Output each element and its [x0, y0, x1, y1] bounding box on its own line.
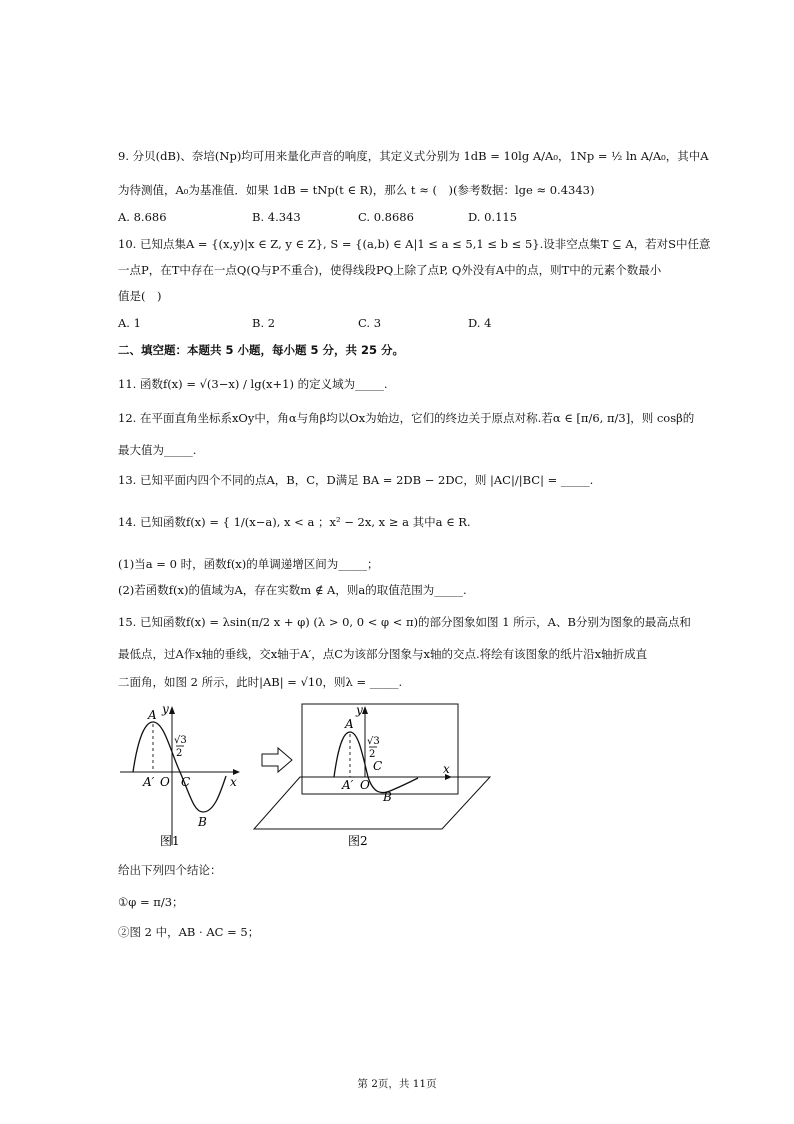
- q10-option-b: B. 2: [252, 316, 276, 330]
- fig2-label-a: A: [345, 717, 354, 731]
- fig2-label-x: x: [443, 762, 450, 776]
- q9-line1: 9. 分贝(dB)、奈培(Np)均可用来量化声音的响度，其定义式分别为 1dB = 10lg A/A₀，1Np = ½ ln A/A₀，其中A: [118, 149, 709, 163]
- fig1-label-root3: √3: [174, 735, 187, 746]
- figure-2: [254, 703, 490, 848]
- transform-arrow-icon: [262, 748, 292, 772]
- fig2-lower-curve: [368, 777, 418, 793]
- page-footer: 第 2页，共 11页: [357, 1078, 437, 1090]
- q10-line3: 值是( ): [118, 289, 162, 303]
- q10-line2: 一点P，在T中存在一点Q(Q与P不重合)，使得线段PQ上除了点P, Q外没有A中的点，则T中的元素个数最小: [118, 263, 662, 277]
- fig1-label-c: C: [181, 775, 191, 789]
- fig1-label-o: O: [160, 775, 170, 789]
- q10-option-a: A. 1: [118, 316, 141, 330]
- fig2-caption: 图2: [348, 834, 368, 848]
- fig1-label-b: B: [198, 815, 207, 829]
- q15-line2: 最低点，过A作x轴的垂线，交x轴于A′，点C为该部分图象与x轴的交点.将绘有该图象的纸片沿x轴折成直: [118, 647, 648, 661]
- q10-line1: 10. 已知点集A = {(x,y)|x ∈ Z, y ∈ Z}, S = {(a,b) ∈ A|1 ≤ a ≤ 5,1 ≤ b ≤ 5}.设非空点集T ⊆ A，若对S中任意: [118, 237, 711, 251]
- fig1-label-y: y: [162, 702, 169, 716]
- q9-line2: 为待测值，A₀为基准值．如果 1dB = tNp(t ∈ R)，那么 t ≈ ( )(参考数据：lge ≈ 0.4343): [118, 183, 595, 197]
- fig2-label-root3: √3: [367, 736, 380, 747]
- conclusions-intro: 给出下列四个结论：: [118, 863, 222, 877]
- q14-line3: (2)若函数f(x)的值域为A，存在实数m ∉ A，则a的取值范围为_____.: [118, 583, 467, 597]
- fig2-label-aprime: A′: [342, 778, 354, 792]
- figure-1: [120, 702, 240, 848]
- fig2-label-o: O: [360, 778, 370, 792]
- q12-line1: 12. 在平面直角坐标系xOy中，角α与角β均以Ox为始边，它们的终边关于原点对称.若α ∈ [π/6, π/3]，则 cosβ的: [118, 411, 695, 425]
- fig1-label-x: x: [230, 775, 237, 789]
- q13-line: 13. 已知平面内四个不同的点A，B，C，D满足 BA = 2DB − 2DC，则 |AC|/|BC| = _____.: [118, 473, 594, 487]
- conclusion-2: ②图 2 中，AB · AC = 5；: [118, 925, 260, 939]
- q11-line: 11. 函数f(x) = √(3−x) / lg(x+1) 的定义域为_____.: [118, 377, 388, 391]
- fig2-upper-curve: [334, 732, 368, 777]
- fig1-caption: 图1: [160, 834, 180, 848]
- q14-line1: 14. 已知函数f(x) = { 1/(x−a), x < a ；x² − 2x, x ≥ a 其中a ∈ R.: [118, 515, 471, 529]
- q12-line2: 最大值为_____.: [118, 443, 197, 457]
- fig1-y-arrow-icon: [169, 706, 175, 714]
- q9-option-d: D. 0.115: [468, 210, 518, 224]
- fig2-label-b: B: [383, 790, 392, 804]
- q10-option-d: D. 4: [468, 316, 492, 330]
- q9-option-a: A. 8.686: [118, 210, 167, 224]
- fig2-y-arrow-icon: [362, 706, 368, 714]
- q9-option-b: B. 4.343: [252, 210, 301, 224]
- section-heading: 二、填空题：本题共 5 小题，每小题 5 分，共 25 分。: [118, 343, 405, 357]
- fig2-vertical-plane: [302, 704, 458, 794]
- q15-line3: 二面角，如图 2 所示，此时|AB| = √10，则λ = _____.: [118, 675, 403, 689]
- fig1-label-aprime: A′: [143, 775, 155, 789]
- q14-line2: (1)当a = 0 时，函数f(x)的单调递增区间为_____；: [118, 557, 379, 571]
- fig2-label-two: 2: [369, 749, 376, 760]
- fig2-label-y: y: [356, 703, 363, 717]
- fig1-label-a: A: [148, 708, 157, 722]
- fig1-label-two: 2: [176, 748, 183, 759]
- q15-line1: 15. 已知函数f(x) = λsin(π/2 x + φ) (λ > 0, 0 < φ < π)的部分图象如图 1 所示，A、B分别为图象的最高点和: [118, 615, 691, 629]
- conclusion-1: ①φ = π/3；: [118, 895, 184, 909]
- q10-option-c: C. 3: [358, 316, 382, 330]
- fig2-label-c: C: [373, 759, 383, 773]
- q9-option-c: C. 0.8686: [358, 210, 414, 224]
